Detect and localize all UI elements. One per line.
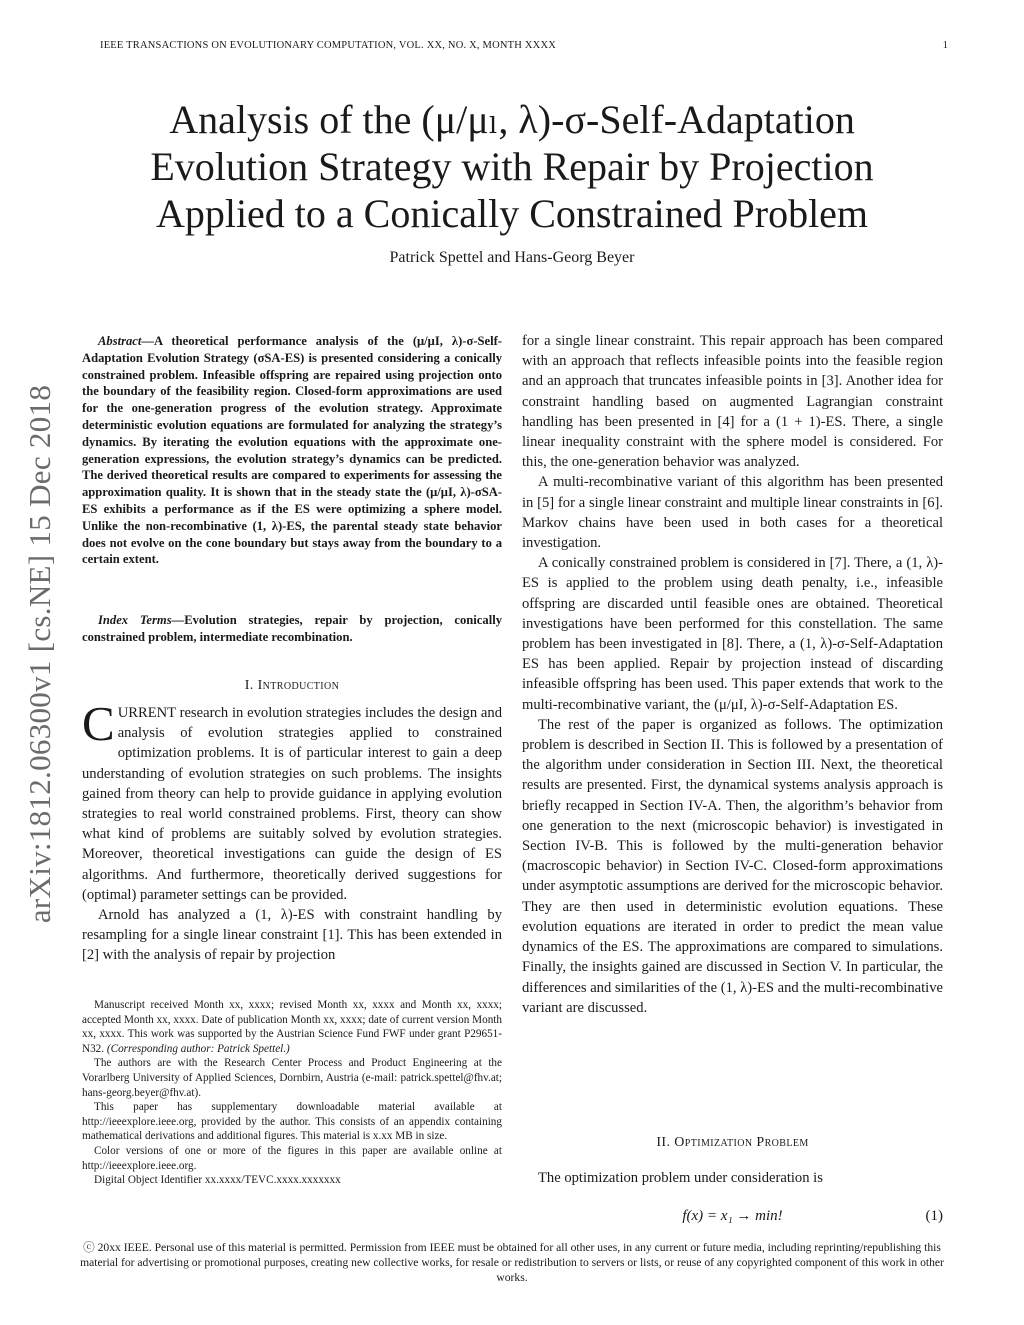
right-column-body bbox=[522, 331, 943, 1018]
footnotes bbox=[82, 998, 502, 1188]
index-terms-text: Evolution strategies, repair by projection, conically constrained problem, intermediate recombination. bbox=[82, 613, 502, 644]
arxiv-stamp: arXiv:1812.06300v1 [cs.NE] 15 Dec 2018 bbox=[22, 384, 57, 924]
section-title: Optimization Problem bbox=[674, 1135, 809, 1150]
section-number: II. bbox=[656, 1135, 671, 1150]
equation-1 bbox=[522, 1208, 943, 1230]
intro-paragraph-1-text: URRENT research in evolution strategies includes the design and analysis of evolution strategies applied to constrained optimization problems. It is of particular interest to gain a deep understanding of evolution strategies on such problems. The insights gained from theory can help to provide guidance in applying evolution strategies to real world constrained problems. First, theory can show what kind of problems are suitably solved by evolution strategies. Moreover, theoretical investigations can guide the design of ES algorithms. And furthermore, theoretically derived suggestions for (optimal) parameter settings can be provided. bbox=[82, 705, 502, 903]
footnote-manuscript bbox=[82, 998, 502, 1056]
right-paragraph-4: The rest of the paper is organized as follows. The optimization problem is described in Section II. This is followed by a presentation of the algorithm under consideration in Section III. Next, the theoretical results are presented. First, the dynamical systems analysis approach is briefly recapped in Section IV-A. Then, the algorithm’s behavior from one generation to the next (microscopic behavior) is investigated in Section IV-B. This is followed by the multi-generation behavior (macroscopic behavior) in Section IV-C. Closed-form approximations under asymptotic assumptions are derived for the microscopic behavior. They are then used in deterministic evolution equations. These evolution equations are iterated in order to predict the mean value dynamics of the ES. The approximations are compared to simulations. Finally, the insights gained are discussed in Section V. In particular, the differences and similarities of the (1, λ)-ES and the multi-recombinative variant are discussed. bbox=[522, 716, 943, 1016]
title-line-1: Analysis of the (μ/μₗ, λ)-σ-Self-Adaptation bbox=[169, 97, 855, 142]
introduction-body bbox=[82, 696, 502, 966]
copyright-notice: ⓒ 20xx IEEE. Personal use of this material is permitted. Permission from IEEE must be obtained for all other uses, in any current or future media, including reprinting/republishing this material for advertising or promotional purposes, creating new collective works, for resale or redistribution to servers or lists, or reuse of any copyrighted component of this work in other works. bbox=[80, 1241, 944, 1285]
footnote-affiliation: The authors are with the Research Center Process and Product Engineering at the Vorarlberg University of Applied Sciences, Dornbirn, Austria (e-mail: patrick.spettel@fhv.at; hans-georg.beyer@fhv.at). bbox=[82, 1057, 502, 1099]
abstract-text: A theoretical performance analysis of the (μ/μI, λ)-σ-Self-Adaptation Evolution Strategy (σSA-ES) is presented considering a conically constrained problem. Infeasible offspring are repaired using projection onto the boundary of the feasibility region. Closed-form approximations are used for the one-generation progress of the evolution strategy. Approximate deterministic evolution equations are formulated for analyzing the strategy’s dynamics. By iterating the evolution equations with the approximate one-generation expressions, the evolution strategy’s dynamics can be predicted. The derived theoretical results are compared to experiments for assessing the approximation quality. It is shown that in the steady state the (μ/μI, λ)-σSA-ES exhibits a performance as if the ES were optimizing a sphere model. Unlike the non-recombinative (1, λ)-ES, the parental steady state behavior does not evolve on the cone boundary but stays away from the boundary to a certain extent. bbox=[82, 334, 502, 567]
section-title: Introduction bbox=[257, 678, 340, 693]
footnote-manuscript-text: Manuscript received Month xx, xxxx; revised Month xx, xxxx and Month xx, xxxx; accepted Month xx, xxxx. Date of publication Month xx, xxxx; date of current version Month xx, xxxx. This work was supported by the Austrian Science Fund FWF under grant P29651-N32. bbox=[82, 999, 502, 1055]
opt-paragraph: The optimization problem under consideration is bbox=[538, 1170, 823, 1186]
index-terms-label: Index Terms— bbox=[98, 613, 185, 627]
optimization-problem-text bbox=[522, 1168, 943, 1188]
footnote-corresponding: (Corresponding author: Patrick Spettel.) bbox=[106, 1042, 290, 1055]
right-paragraph-2: A multi-recombinative variant of this algorithm has been presented in [5] for a single linear constraint and multiple linear constraints in [6]. Markov chains have been used in both cases for a theoretical investigation. bbox=[522, 474, 943, 552]
intro-paragraph-1 bbox=[82, 696, 502, 905]
page-number: 1 bbox=[942, 40, 948, 51]
right-paragraph-3: A conically constrained problem is considered in [7]. There, a (1, λ)-ES is applied to the problem using death penalty, i.e., infeasible offspring are discarded until feasible ones are obtained. Theoretical investigations have been performed for this constellation. The same problem has been investigated in [8]. There, a (1, λ)-σ-Self-Adaptation ES has been applied. Repair by projection instead of discarding infeasible offspring has been used. This paper extends that work to the multi-recombinative variant, the (μ/μI, λ)-σ-Self-Adaptation ES. bbox=[522, 555, 943, 713]
equation-number: (1) bbox=[925, 1208, 943, 1224]
running-head: IEEE TRANSACTIONS ON EVOLUTIONARY COMPUTATION, VOL. XX, NO. X, MONTH XXXX bbox=[100, 40, 557, 51]
section-heading-introduction bbox=[82, 678, 502, 694]
title-line-2: Evolution Strategy with Repair by Projection bbox=[150, 144, 874, 189]
footnote-doi: Digital Object Identifier xx.xxxx/TEVC.xxxx.xxxxxxx bbox=[94, 1174, 341, 1187]
drop-cap: C bbox=[82, 696, 115, 751]
authors: Patrick Spettel and Hans-Georg Beyer bbox=[389, 249, 635, 266]
footnote-supplementary: This paper has supplementary downloadable material available at http://ieeexplore.ieee.org, provided by the author. This consists of an appendix containing mathematical derivations and additional figures. This material is x.xx MB in size. bbox=[82, 1101, 502, 1143]
section-heading-optimization-problem bbox=[522, 1135, 943, 1151]
index-terms bbox=[82, 612, 502, 646]
abstract bbox=[82, 333, 502, 568]
paper-title bbox=[80, 96, 944, 237]
intro-paragraph-2: Arnold has analyzed a (1, λ)-ES with constraint handling by resampling for a single linear constraint [1]. This has been extended in [2] with the analysis of repair by projection bbox=[82, 907, 502, 964]
right-paragraph-1: for a single linear constraint. This repair approach has been compared with an approach that reflects infeasible points into the feasible region and an approach that truncates infeasible points in [3]. Another idea for constraint handling based on augmented Lagrangian constraint handling has been presented in [4] for a (1 + 1)-ES. There, a single linear inequality constraint with the sphere model is considered. For this, the one-generation behavior was analyzed. bbox=[522, 333, 943, 471]
equation-expression: f(x) = x₁ → min! bbox=[682, 1208, 783, 1224]
abstract-label: Abstract— bbox=[98, 334, 154, 348]
footnote-color: Color versions of one or more of the figures in this paper are available online at http://ieeexplore.ieee.org. bbox=[82, 1144, 502, 1172]
section-number: I. bbox=[244, 678, 254, 693]
title-line-3: Applied to a Conically Constrained Problem bbox=[155, 191, 869, 236]
